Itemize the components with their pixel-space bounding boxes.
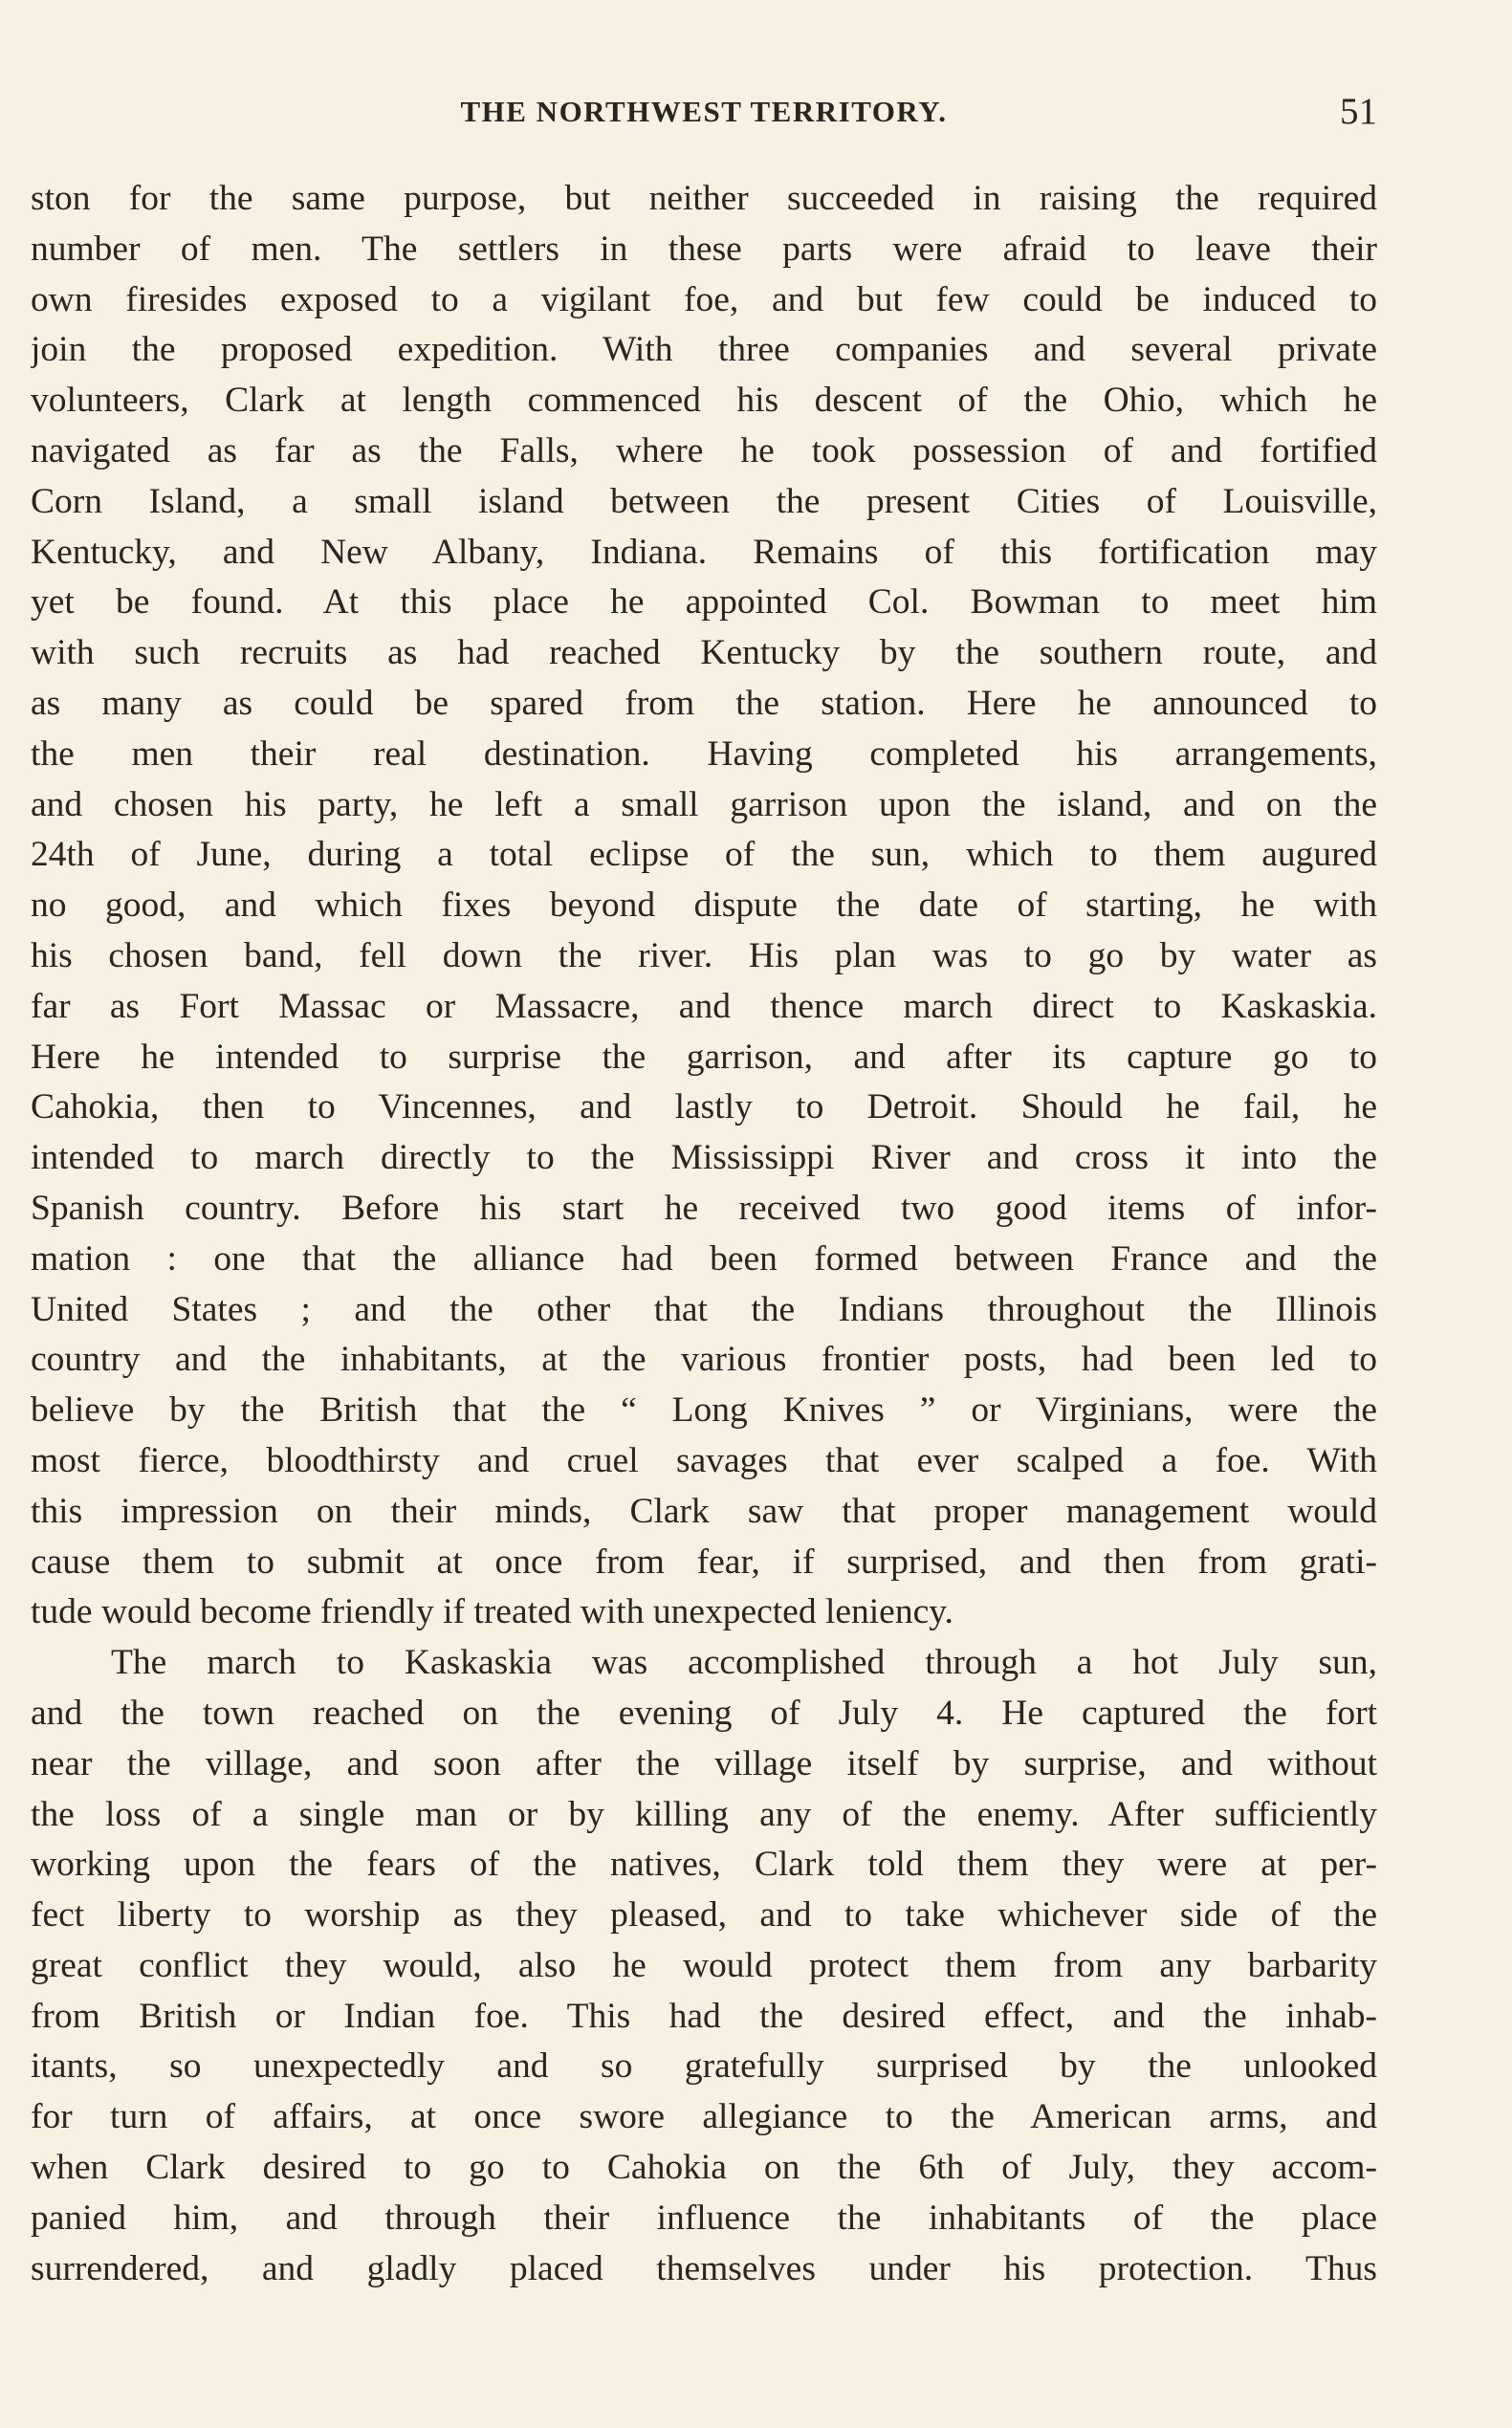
text-line: and the town reached on the evening of July 4. He captured the fort	[31, 1693, 1377, 1733]
text-line: his chosen band, fell down the river. His plan was to go by water as	[31, 935, 1377, 975]
text-line: Here he intended to surprise the garrison, and after its capture go to	[31, 1037, 1377, 1077]
text-line: great conflict they would, also he would protect them from any barbarity	[31, 1945, 1377, 1985]
text-line: fect liberty to worship as they pleased, and to take whichever side of the	[31, 1895, 1377, 1936]
text-line: yet be found. At this place he appointed Col. Bowman to meet him	[31, 582, 1377, 623]
text-line: most fierce, bloodthirsty and cruel savages that ever scalped a foe. With	[31, 1440, 1377, 1480]
running-header	[31, 91, 1377, 133]
text-line: own firesides exposed to a vigilant foe, and but few could be induced to	[31, 279, 1377, 319]
text-line: United States ; and the other that the Indians throughout the Illinois	[31, 1289, 1377, 1329]
text-line: mation : one that the alliance had been formed between France and the	[31, 1238, 1377, 1279]
text-line: itants, so unexpectedly and so gratefully surprised by the unlooked	[31, 2046, 1377, 2087]
running-title: THE NORTHWEST TERRITORY.	[460, 95, 948, 128]
text-line: tude would become friendly if treated with unexpected leniency.	[31, 1592, 953, 1632]
paragraph	[31, 174, 1377, 1638]
text-line: ston for the same purpose, but neither succeeded in raising the required	[31, 179, 1377, 218]
text-line: Cahokia, then to Vincennes, and lastly to Detroit. Should he fail, he	[31, 1087, 1377, 1127]
text-line: Kentucky, and New Albany, Indiana. Remains of this fortification may	[31, 532, 1377, 572]
text-line: 24th of June, during a total eclipse of the sun, which to them augured	[31, 835, 1377, 875]
text-line: and chosen his party, he left a small garrison upon the island, and on the	[31, 784, 1377, 824]
text-line: the loss of a single man or by killing any of the enemy. After sufficiently	[31, 1794, 1377, 1834]
text-line: when Clark desired to go to Cahokia on the 6th of July, they accom-	[31, 2148, 1377, 2188]
text-line: far as Fort Massac or Massacre, and thence march direct to Kaskaskia.	[31, 986, 1377, 1026]
text-line: join the proposed expedition. With three companies and several private	[31, 330, 1377, 370]
text-line: intended to march directly to the Mississippi River and cross it into the	[31, 1138, 1377, 1178]
text-line: panied him, and through their influence the inhabitants of the place	[31, 2198, 1377, 2238]
text-line: from British or Indian foe. This had the desired effect, and the inhab-	[31, 1996, 1377, 2036]
text-line: The march to Kaskaskia was accomplished through a hot July sun,	[111, 1643, 1377, 1683]
text-line: with such recruits as had reached Kentucky by the southern route, and	[31, 633, 1377, 673]
page-number: 51	[1340, 91, 1377, 132]
text-line: the men their real destination. Having completed his arrangements,	[31, 733, 1377, 774]
text-line: volunteers, Clark at length commenced his descent of the Ohio, which he	[31, 381, 1377, 421]
text-line: surrendered, and gladly placed themselves under his protection. Thus	[31, 2248, 1377, 2288]
text-line: working upon the fears of the natives, Clark told them they were at per-	[31, 1845, 1377, 1885]
body-text	[31, 174, 1377, 2294]
text-line: number of men. The settlers in these parts were afraid to leave their	[31, 229, 1377, 269]
text-line: country and the inhabitants, at the various frontier posts, had been led to	[31, 1340, 1377, 1380]
text-line: Corn Island, a small island between the present Cities of Louisville,	[31, 481, 1377, 521]
text-line: Spanish country. Before his start he received two good items of infor-	[31, 1188, 1377, 1228]
text-line: cause them to submit at once from fear, if surprised, and then from grati-	[31, 1542, 1377, 1582]
text-line: this impression on their minds, Clark saw that proper management would	[31, 1491, 1377, 1531]
text-line: no good, and which fixes beyond dispute the date of starting, he with	[31, 886, 1377, 926]
text-line: as many as could be spared from the station. Here he announced to	[31, 683, 1377, 723]
text-line: navigated as far as the Falls, where he took possession of and fortified	[31, 430, 1377, 470]
text-line: for turn of affairs, at once swore allegiance to the American arms, and	[31, 2097, 1377, 2137]
paragraph	[31, 1638, 1377, 2294]
text-line: believe by the British that the “ Long Knives ” or Virginians, were the	[31, 1390, 1377, 1431]
text-line: near the village, and soon after the village itself by surprise, and without	[31, 1743, 1377, 1783]
